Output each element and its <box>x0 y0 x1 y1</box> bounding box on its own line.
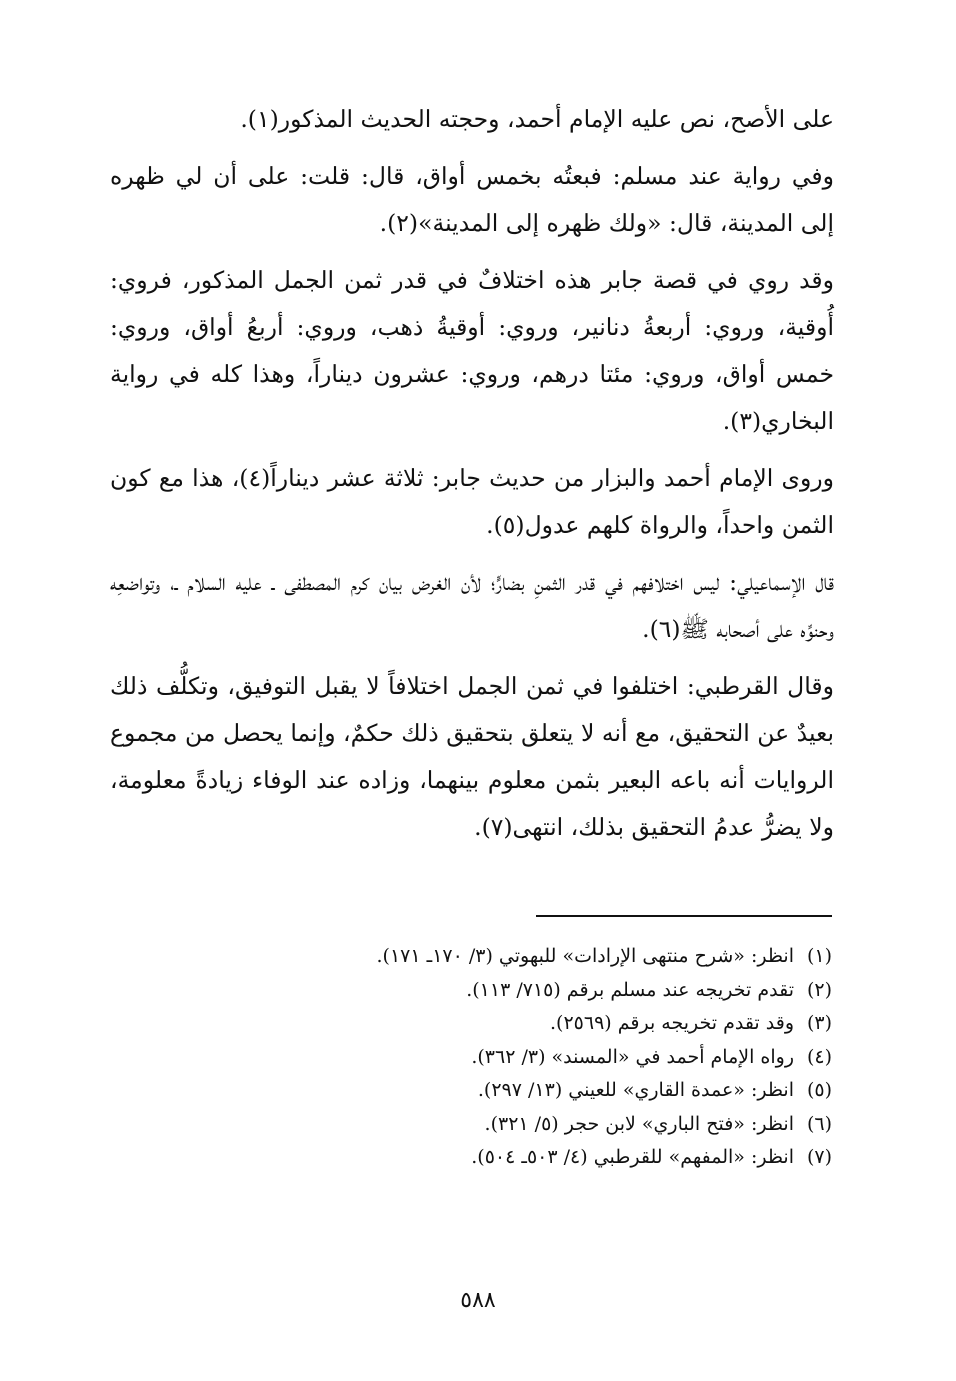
footnote-number: (٧) <box>806 1146 832 1168</box>
paragraph: وروى الإمام أحمد والبزار من حديث جابر: ثلاثة عشر ديناراً(٤)، هذا مع كون الثمن واحداً، والرواة كلهم عدول(٥). <box>110 464 834 539</box>
footnote-number: (٢) <box>806 978 832 1001</box>
page-number: ٥٨٨ <box>460 1288 496 1313</box>
main-text <box>110 96 834 861</box>
footnote <box>200 940 832 974</box>
footnote-number: (٥) <box>806 1079 832 1101</box>
footnote <box>200 1108 832 1142</box>
footnote-number: (١) <box>806 945 832 967</box>
footnote-number: (٣) <box>806 1012 832 1034</box>
footnote-text: انظر: «عمدة القاري» للعيني (١٣/ ٢٩٧). <box>477 1079 794 1101</box>
footnote <box>200 974 832 1008</box>
footnote <box>200 1141 832 1175</box>
footnote-number: (٤) <box>806 1045 832 1068</box>
footnotes <box>200 940 832 1175</box>
footnote-text: انظر: «شرح منتهى الإرادات» للبهوتي (٣/ ١٧٠ـ ١٧١). <box>376 945 794 967</box>
footnote-text: تقدم تخريجه عند مسلم برقم (٧١٥/ ١١٣). <box>466 978 794 1001</box>
footnote-text: وقد تقدم تخريجه برقم (٢٥٦٩). <box>550 1012 794 1034</box>
paragraph: وفي رواية عند مسلم: فبعتُه بخمس أواق، قال: قلت: على أن لي ظهره إلى المدينة، قال: «ولك ظهره إلى المدينة»(٢). <box>110 162 834 237</box>
footnote-text: انظر: «فتح الباري» لابن حجر (٥/ ٣٢١). <box>484 1112 794 1135</box>
paragraph: وقال القرطبي: اختلفوا في ثمن الجمل اختلافاً لا يقبل التوفيق، وتكلُّف ذلك بعيدٌ عن التحقيق، مع أنه لا يتعلق بتحقيق ذلك حكمٌ، وإنما يحصل من مجموع الروايات أنه باعه البعير بثمن معلوم بينهما، وزاده عند الوفاء زيادةً معلومة، ولا يضرُّ عدمُ التحقيق بذلك، انتهى(٧). <box>110 672 834 841</box>
paragraph: على الأصح، نص عليه الإمام أحمد، وحجته الحديث المذكور(١). <box>240 105 834 133</box>
paragraph: قال الإسماعيلي: ليس اختلافهم في قدر الثمنِ بضارٍّ؛ لأن الغرض بيان كرم المصطفى ـ عليه السلام ـ، وتواضعِه وحنوِّه على أصحابه ﷺ(٦). <box>110 568 834 643</box>
paragraph: وقد روي في قصة جابر هذه اختلافٌ في قدر ثمن الجمل المذكور، فروي: أُوقية، وروي: أربعةُ دنانير، وروي: أوقيةُ ذهب، وروي: أربعُ أواق، وروي: خمس أواق، وروي: مئتا درهم، وروي: عشرون ديناراً، وهذا كله في رواية البخاري(٣). <box>110 266 834 435</box>
footnote-text: انظر: «المفهم» للقرطبي (٤/ ٥٠٣ـ ٥٠٤). <box>471 1146 794 1168</box>
footnote <box>200 1007 832 1041</box>
footnote <box>200 1074 832 1108</box>
footnote-divider <box>536 915 832 917</box>
footnote-number: (٦) <box>806 1112 832 1135</box>
footnote <box>200 1041 832 1075</box>
footnote-text: رواه الإمام أحمد في «المسند» (٣/ ٣٦٢). <box>471 1045 794 1068</box>
